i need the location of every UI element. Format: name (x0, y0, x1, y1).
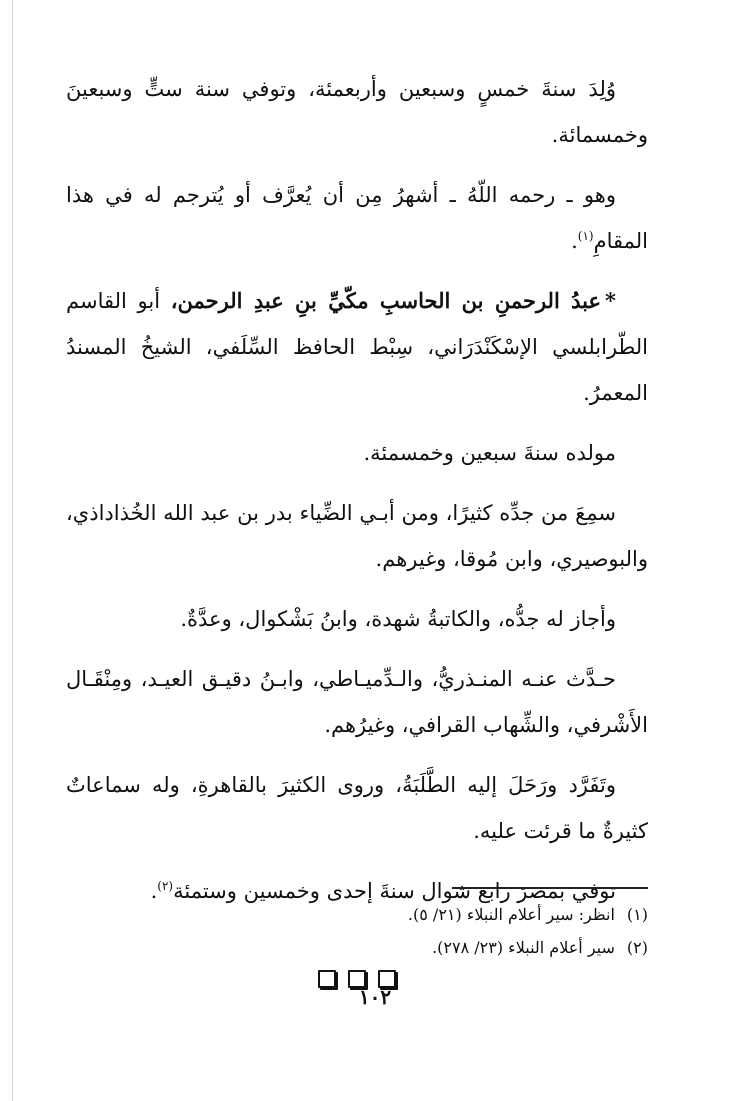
footnote-number: (٢) (626, 938, 648, 957)
footnote-text: انظر: سير أعلام النبلاء (٢١/ ٥). (407, 905, 615, 924)
footnote (200, 898, 648, 931)
paragraph: وهو ـ رحمه اللّهُ ـ أشهرُ مِن أن يُعرَّف أو يُترجم له في هذا المقامِ$^{(١)}$. (66, 183, 648, 253)
paragraph-text: وهو ـ رحمه اللّهُ ـ أشهرُ مِن أن يُعرَّف أو يُترجم له في هذا المقامِ (66, 183, 648, 253)
footnotes (200, 898, 648, 964)
paragraph: وأجاز له جدُّه، والكاتبةُ شهدة، وابنُ بَشْكوال، وعدَّةٌ. (180, 607, 616, 631)
entry-star: * (605, 288, 616, 313)
footnote (200, 931, 648, 964)
page-edge-line (12, 0, 13, 1101)
paragraph: مولده سنةَ سبعين وخمسمئة. (363, 441, 616, 465)
footnote-mark: (١) (577, 229, 594, 243)
footnote-text: سير أعلام النبلاء (٢٣/ ٢٧٨). (432, 938, 615, 957)
footnote-mark: (٢) (157, 879, 174, 893)
footnote-number: (١) (626, 905, 648, 924)
biography-entry (66, 278, 648, 416)
page-number: ١٠٢ (358, 985, 392, 1009)
paragraph: وُلِدَ سنةَ خمسٍ وسبعين وأربعمئة، وتوفي سنة ستٍّ وسبعينَ وخمسمائة. (66, 77, 648, 147)
death-paragraph: توفي بمصرَ رابع شوال سنةَ إحدى وخمسين وستمئة$^{(٢)}$. (150, 879, 616, 903)
paragraph: سمِعَ من جدِّه كثيرًا، ومن أبـي الضِّياء بدر بن عبد الله الخُذاداذي، والبوصيري، وابن مُوقا، وغيرهم. (66, 501, 648, 571)
entry-description: أبو القاسم الطّرابلسي الإسْكَنْدَرَاني، سِبْط الحافظ السِّلَفي، الشيخُ المسندُ المعمرُ. (66, 289, 648, 405)
entry-name: عبدُ الرحمنِ بن الحاسبِ مكّيِّ بنِ عبدِ الرحمن، (170, 288, 602, 313)
paragraph: وتَفَرَّد ورَحَلَ إليه الطَّلَبَةُ، وروى الكثيرَ بالقاهرةِ، وله سماعاتٌ كثيرةٌ ما قرئت عليه. (66, 773, 648, 843)
death-text: توفي بمصرَ رابع شوال سنةَ إحدى وخمسين وستمئة (173, 879, 616, 903)
footnote-divider (452, 887, 648, 889)
main-text (66, 66, 648, 980)
paragraph: حـدَّث عنـه المنـذريُّ، والـدِّميـاطي، وابـنُ دقيـق العيـد، ومِنْقَـال الأَشْرفي، والشِّهاب القرافي، وغيرُهم. (66, 667, 648, 737)
